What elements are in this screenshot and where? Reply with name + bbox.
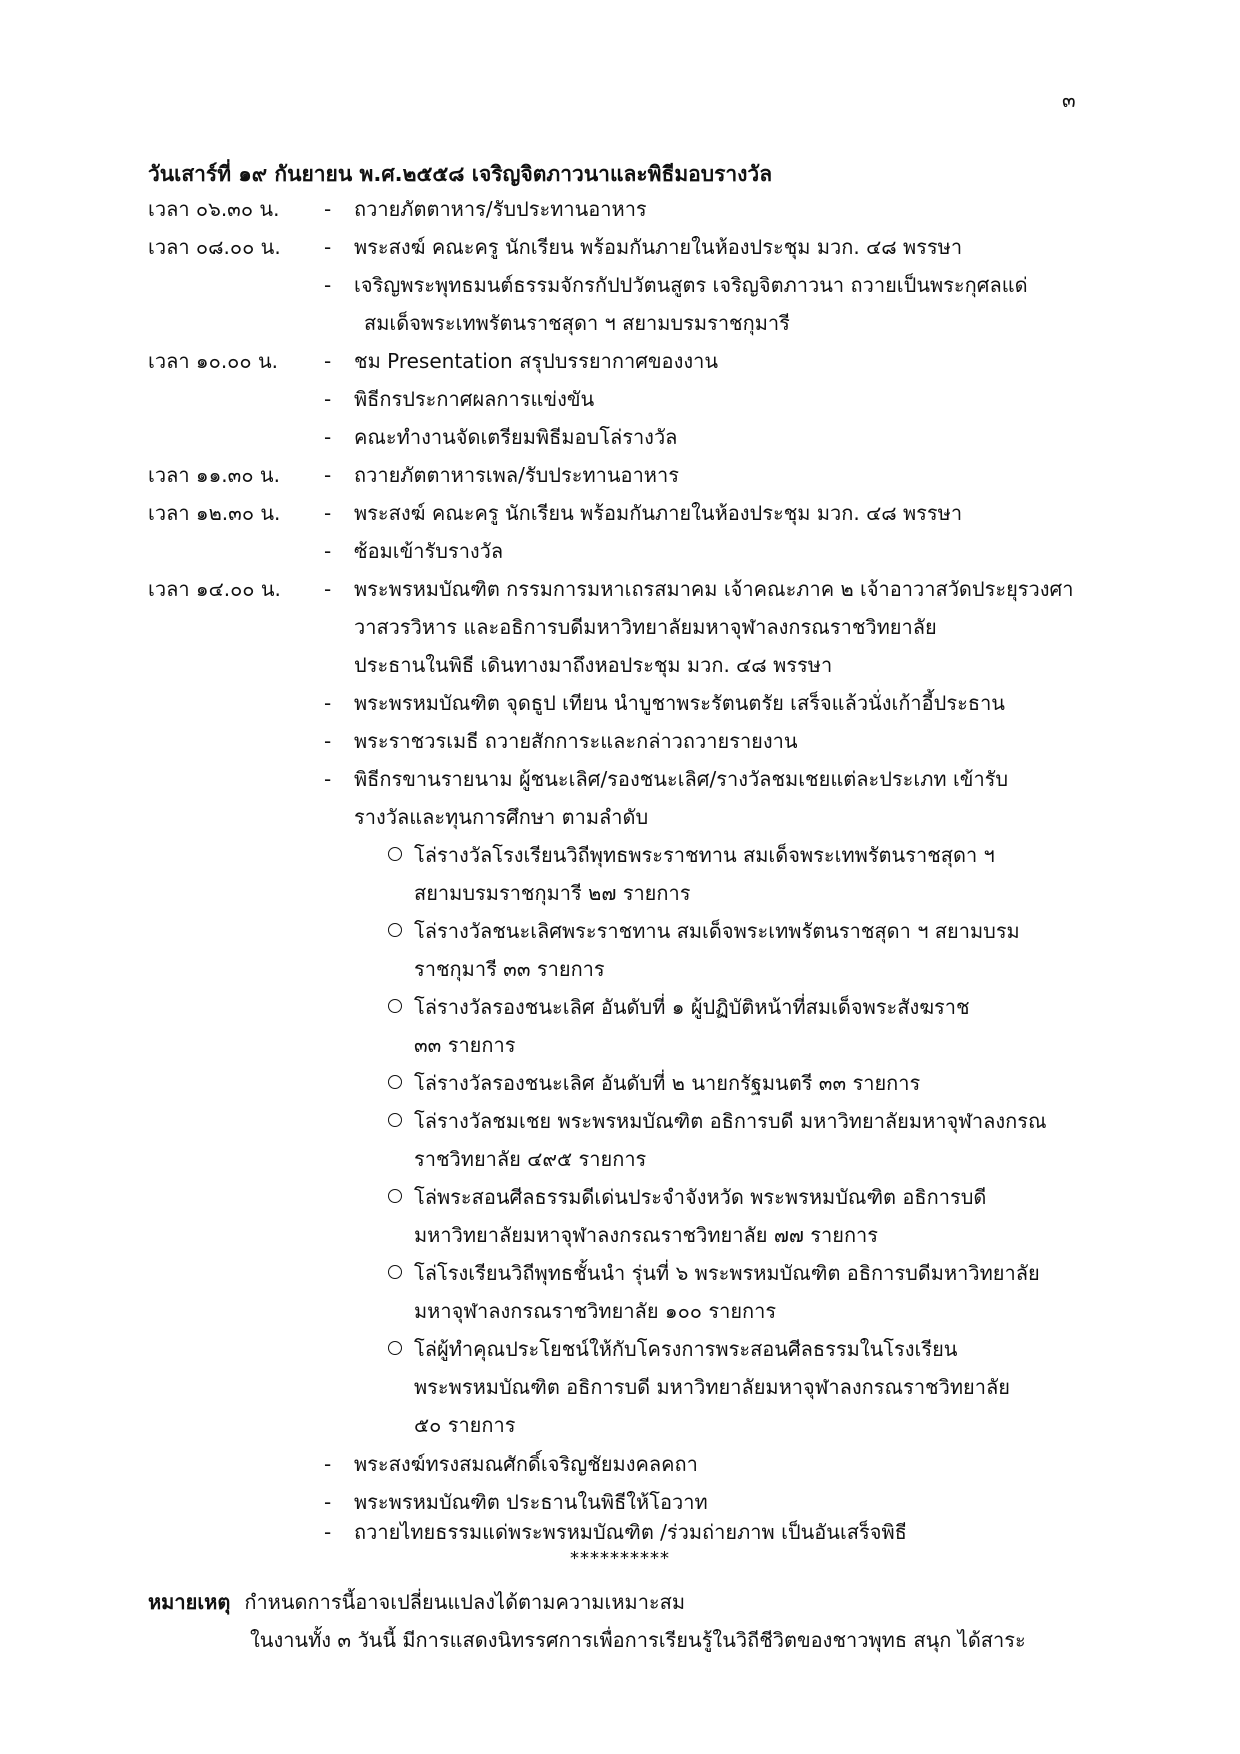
note	[148, 1588, 685, 1616]
schedule-time: เวลา ๑๒.๓๐ น.	[148, 501, 281, 525]
bullet-dash: -	[324, 1452, 332, 1476]
closing-text: ถวายไทยธรรมแด่พระพรหมบัณฑิต /ร่วมถ่ายภาพ เป็นอันเสร็จพิธี	[354, 1520, 907, 1544]
closing-text: พระพรหมบัณฑิต ประธานในพิธีให้โอวาท	[354, 1490, 708, 1514]
award-text: โล่รางวัลชมเชย พระพรหมบัณฑิต อธิการบดี มหาวิทยาลัยมหาจุฬาลงกรณ	[414, 1109, 1047, 1133]
award-text: โล่รางวัลชนะเลิศพระราชทาน สมเด็จพระเทพรัตนราชสุดา ฯ สยามบรม	[414, 919, 1020, 943]
schedule-text: พิธีกรขานรายนาม ผู้ชนะเลิศ/รองชนะเลิศ/รางวัลชมเชยแต่ละประเภท เข้ารับ	[354, 767, 1009, 791]
award-text: โล่รางวัลโรงเรียนวิถีพุทธพระราชทาน สมเด็จพระเทพรัตนราชสุดา ฯ	[414, 843, 995, 867]
day-heading: วันเสาร์ที่ ๑๙ กันยายน พ.ศ.๒๕๕๘ เจริญจิตภาวนาและพิธีมอบรางวัล	[148, 162, 773, 186]
award-text: โล่พระสอนศีลธรรมดีเด่นประจำจังหวัด พระพรหมบัณฑิต อธิการบดี	[414, 1185, 987, 1209]
schedule-time: เวลา ๐๖.๓๐ น.	[148, 197, 280, 221]
closing-text: พระสงฆ์ทรงสมณศักดิ์เจริญชัยมงคลคถา	[354, 1452, 698, 1476]
award-text: โล่ผู้ทำคุณประโยชน์ให้กับโครงการพระสอนศีลธรรมในโรงเรียน	[414, 1337, 958, 1361]
circle-bullet-icon	[388, 1075, 402, 1089]
award-text: ราชกุมารี ๓๓ รายการ	[414, 957, 605, 981]
award-text: โล่รางวัลรองชนะเลิศ อันดับที่ ๒ นายกรัฐมนตรี ๓๓ รายการ	[414, 1071, 921, 1095]
bullet-dash: -	[324, 425, 332, 449]
schedule-text: พิธีกรประกาศผลการแข่งขัน	[354, 387, 595, 411]
award-text: ๓๓ รายการ	[414, 1033, 516, 1057]
award-text: มหาวิทยาลัยมหาจุฬาลงกรณราชวิทยาลัย ๗๗ รายการ	[414, 1223, 879, 1247]
bullet-dash: -	[324, 1520, 332, 1544]
separator: **********	[570, 1548, 670, 1569]
bullet-dash: -	[324, 691, 332, 715]
schedule-text: ถวายภัตตาหาร/รับประทานอาหาร	[354, 197, 647, 221]
bullet-dash: -	[324, 577, 332, 601]
schedule-text: คณะทำงานจัดเตรียมพิธีมอบโล่รางวัล	[354, 425, 678, 449]
schedule-text: พระพรหมบัณฑิต กรรมการมหาเถรสมาคม เจ้าคณะภาค ๒ เจ้าอาวาสวัดประยุรวงศา	[354, 577, 1074, 601]
schedule-time: เวลา ๑๑.๓๐ น.	[148, 463, 280, 487]
circle-bullet-icon	[388, 1189, 402, 1203]
bullet-dash: -	[324, 387, 332, 411]
schedule-time: เวลา ๐๘.๐๐ น.	[148, 235, 281, 259]
bullet-dash: -	[324, 463, 332, 487]
schedule-text: วาสวรวิหาร และอธิการบดีมหาวิทยาลัยมหาจุฬาลงกรณราชวิทยาลัย	[354, 615, 937, 639]
circle-bullet-icon	[388, 1341, 402, 1355]
schedule-text: พระราชวรเมธี ถวายสักการะและกล่าวถวายรายงาน	[354, 729, 798, 753]
award-text: มหาจุฬาลงกรณราชวิทยาลัย ๑๐๐ รายการ	[414, 1299, 777, 1323]
bullet-dash: -	[324, 235, 332, 259]
bullet-dash: -	[324, 501, 332, 525]
schedule-text: ซ้อมเข้ารับรางวัล	[354, 539, 504, 563]
schedule-text: เจริญพระพุทธมนต์ธรรมจักรกัปปวัตนสูตร เจริญจิตภาวนา ถวายเป็นพระกุศลแด่	[354, 273, 1028, 297]
award-text: ราชวิทยาลัย ๔๙๕ รายการ	[414, 1147, 647, 1171]
circle-bullet-icon	[388, 847, 402, 861]
schedule-text: สมเด็จพระเทพรัตนราชสุดา ฯ สยามบรมราชกุมารี	[364, 311, 790, 335]
award-text: พระพรหมบัณฑิต อธิการบดี มหาวิทยาลัยมหาจุฬาลงกรณราชวิทยาลัย	[414, 1375, 1010, 1399]
bullet-dash: -	[324, 767, 332, 791]
bullet-dash: -	[324, 1490, 332, 1514]
schedule-text: พระพรหมบัณฑิต จุดธูป เทียน นำบูชาพระรัตนตรัย เสร็จแล้วนั่งเก้าอี้ประธาน	[354, 691, 1005, 715]
schedule-time: เวลา ๑๔.๐๐ น.	[148, 577, 281, 601]
schedule-time: เวลา ๑๐.๐๐ น.	[148, 349, 278, 373]
award-text: โล่โรงเรียนวิถีพุทธชั้นนำ รุ่นที่ ๖ พระพรหมบัณฑิต อธิการบดีมหาวิทยาลัย	[414, 1261, 1040, 1285]
schedule-text: ถวายภัตตาหารเพล/รับประทานอาหาร	[354, 463, 679, 487]
circle-bullet-icon	[388, 1113, 402, 1127]
schedule-text: พระสงฆ์ คณะครู นักเรียน พร้อมกันภายในห้องประชุม มวก. ๔๘ พรรษา	[354, 501, 963, 525]
award-text: สยามบรมราชกุมารี ๒๗ รายการ	[414, 881, 691, 905]
circle-bullet-icon	[388, 1265, 402, 1279]
bullet-dash: -	[324, 349, 332, 373]
bullet-dash: -	[324, 273, 332, 297]
circle-bullet-icon	[388, 923, 402, 937]
bullet-dash: -	[324, 539, 332, 563]
page-number: ๓	[1062, 88, 1076, 112]
schedule-text: พระสงฆ์ คณะครู นักเรียน พร้อมกันภายในห้องประชุม มวก. ๔๘ พรรษา	[354, 235, 963, 259]
bullet-dash: -	[324, 197, 332, 221]
award-text: โล่รางวัลรองชนะเลิศ อันดับที่ ๑ ผู้ปฏิบัติหน้าที่สมเด็จพระสังฆราช	[414, 995, 970, 1019]
award-text: ๕๐ รายการ	[414, 1413, 516, 1437]
schedule-text: ชม Presentation สรุปบรรยากาศของงาน	[354, 349, 719, 373]
schedule-text: รางวัลและทุนการศึกษา ตามลำดับ	[354, 805, 649, 829]
bullet-dash: -	[324, 729, 332, 753]
circle-bullet-icon	[388, 999, 402, 1013]
note-line-1: กำหนดการนี้อาจเปลี่ยนแปลงได้ตามความเหมาะสม	[244, 1590, 686, 1614]
schedule-text: ประธานในพิธี เดินทางมาถึงหอประชุม มวก. ๔๘ พรรษา	[354, 653, 833, 677]
note-line-2: ในงานทั้ง ๓ วันนี้ มีการแสดงนิทรรศการเพื่อการเรียนรู้ในวิถีชีวิตของชาวพุทธ สนุก ได้สาระ	[250, 1628, 1026, 1652]
note-label: หมายเหตุ	[148, 1590, 231, 1614]
